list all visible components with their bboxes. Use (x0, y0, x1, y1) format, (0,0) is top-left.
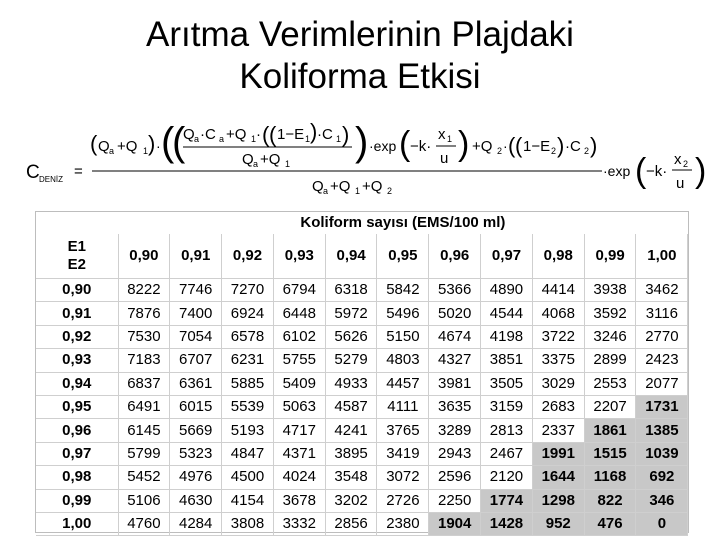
svg-text:+Q: +Q (362, 178, 383, 195)
table-cell: 1774 (481, 489, 533, 512)
svg-text:Q: Q (242, 151, 254, 168)
table-cell: 5669 (170, 419, 222, 442)
table-cell: 5063 (273, 395, 325, 418)
table-cell: 1298 (532, 489, 584, 512)
row-header: 0,92 (36, 325, 118, 348)
table-cell: 3722 (532, 325, 584, 348)
table-cell: 3419 (377, 442, 429, 465)
svg-text:1: 1 (251, 134, 257, 144)
table-cell: 2380 (377, 512, 429, 535)
table-cell: 0 (636, 512, 688, 535)
table-cell: 3981 (429, 372, 481, 395)
table-cell: 6837 (118, 372, 170, 395)
svg-text:(: ( (508, 133, 516, 158)
table-cell: 4111 (377, 395, 429, 418)
table-cell: 7054 (170, 325, 222, 348)
table-cell: 5409 (273, 372, 325, 395)
table-cell: 2337 (532, 419, 584, 442)
table-cell: 346 (636, 489, 688, 512)
svg-text:Q: Q (312, 178, 324, 195)
svg-text:1−E: 1−E (277, 126, 305, 143)
table-cell: 6448 (273, 302, 325, 325)
table-cell: 2683 (532, 395, 584, 418)
table-cell: 3851 (481, 349, 533, 372)
svg-text:2: 2 (584, 146, 590, 156)
svg-text:): ) (148, 131, 156, 156)
table-cell: 2207 (584, 395, 636, 418)
table-cell: 2467 (481, 442, 533, 465)
table-cell: 3765 (377, 419, 429, 442)
row-header: 0,93 (36, 349, 118, 372)
table-cell: 5755 (273, 349, 325, 372)
svg-text:2: 2 (497, 146, 503, 156)
svg-text:−k·: −k· (646, 163, 668, 180)
slide-title (0, 14, 720, 98)
table-row (36, 395, 688, 418)
table-cell: 5452 (118, 466, 170, 489)
svg-text:·C: ·C (200, 126, 216, 143)
table-cell: 5366 (429, 279, 481, 302)
table-cell: 4674 (429, 325, 481, 348)
column-header: 0,92 (222, 234, 274, 279)
table-cell: 4457 (377, 372, 429, 395)
svg-text:x: x (674, 151, 682, 168)
table-cell: 5323 (170, 442, 222, 465)
svg-text:1: 1 (355, 186, 361, 196)
column-header: 0,94 (325, 234, 377, 279)
table-cell: 5150 (377, 325, 429, 348)
table-cell: 6794 (273, 279, 325, 302)
svg-text:·: · (503, 138, 508, 154)
table-cell: 6361 (170, 372, 222, 395)
row-header: 0,99 (36, 489, 118, 512)
row-header: 0,91 (36, 302, 118, 325)
svg-text:·: · (256, 126, 261, 143)
title-line-2: Koliforma Etkisi (239, 57, 481, 96)
table-cell: 5799 (118, 442, 170, 465)
table-row (36, 442, 688, 465)
table-row (36, 512, 688, 535)
table-cell: 7183 (118, 349, 170, 372)
table-cell: 1039 (636, 442, 688, 465)
table-cell: 4976 (170, 466, 222, 489)
table-cell: 6924 (222, 302, 274, 325)
table-cell: 4544 (481, 302, 533, 325)
table-cell: 5626 (325, 325, 377, 348)
svg-text:a: a (253, 159, 259, 169)
table-cell: 5972 (325, 302, 377, 325)
svg-text:): ) (590, 133, 598, 158)
table-cell: 476 (584, 512, 636, 535)
table-cell: 3462 (636, 279, 688, 302)
svg-text:·C: ·C (317, 126, 333, 143)
table-cell: 5496 (377, 302, 429, 325)
svg-text:a: a (109, 146, 115, 156)
table-row (36, 372, 688, 395)
table-cell: 5279 (325, 349, 377, 372)
column-header: 0,96 (429, 234, 481, 279)
table-cell: 4024 (273, 466, 325, 489)
title-line-1: Arıtma Verimlerinin Plajdaki (146, 15, 574, 54)
table-cell: 2423 (636, 349, 688, 372)
column-header: 0,99 (584, 234, 636, 279)
table-cell: 2250 (429, 489, 481, 512)
table-cell: 6231 (222, 349, 274, 372)
table-cell: 3159 (481, 395, 533, 418)
table-cell: 2770 (636, 325, 688, 348)
column-header-row (36, 234, 688, 279)
column-header: 0,98 (532, 234, 584, 279)
table-cell: 2899 (584, 349, 636, 372)
table-cell: 5842 (377, 279, 429, 302)
row-header: 0,97 (36, 442, 118, 465)
table-cell: 2943 (429, 442, 481, 465)
table-cell: 3289 (429, 419, 481, 442)
table-row (36, 325, 688, 348)
table-caption: Koliform sayısı (EMS/100 ml) (300, 214, 506, 231)
table-row (36, 302, 688, 325)
svg-text:+Q: +Q (330, 178, 351, 195)
table-cell: 3072 (377, 466, 429, 489)
svg-text:a: a (323, 186, 329, 196)
table-row (36, 466, 688, 489)
table-cell: 6707 (170, 349, 222, 372)
svg-text:2: 2 (387, 186, 393, 196)
coliform-table-panel (36, 212, 688, 532)
svg-text:−k·: −k· (410, 138, 432, 155)
svg-text:1: 1 (447, 134, 453, 144)
table-cell: 4717 (273, 419, 325, 442)
svg-text:Q: Q (183, 126, 195, 143)
svg-text:(: ( (635, 152, 647, 190)
cdeniz-formula (22, 120, 712, 206)
table-cell: 2596 (429, 466, 481, 489)
table-cell: 7876 (118, 302, 170, 325)
table-cell: 3938 (584, 279, 636, 302)
svg-text:(: ( (269, 122, 277, 147)
svg-text:): ) (310, 120, 318, 144)
table-cell: 2120 (481, 466, 533, 489)
table-cell: 3678 (273, 489, 325, 512)
svg-text:(: ( (399, 125, 411, 163)
table-cell: 7270 (222, 279, 274, 302)
e2-label: E2 (67, 256, 86, 273)
svg-text:): ) (342, 122, 350, 147)
formula-lhs-sub: DENİZ (39, 175, 63, 184)
svg-text:(: ( (90, 131, 98, 156)
table-cell: 7400 (170, 302, 222, 325)
row-header: 0,95 (36, 395, 118, 418)
table-cell: 3246 (584, 325, 636, 348)
table-cell: 692 (636, 466, 688, 489)
table-cell: 4500 (222, 466, 274, 489)
table-row (36, 489, 688, 512)
table-cell: 8222 (118, 279, 170, 302)
table-cell: 3375 (532, 349, 584, 372)
row-header: 1,00 (36, 512, 118, 535)
formula-lhs: C (26, 162, 40, 183)
table-cell: 3505 (481, 372, 533, 395)
table-cell: 6578 (222, 325, 274, 348)
svg-text:Q: Q (98, 138, 110, 155)
column-header: 0,90 (118, 234, 170, 279)
table-cell: 2077 (636, 372, 688, 395)
table-cell: 822 (584, 489, 636, 512)
column-header: 1,00 (636, 234, 688, 279)
svg-text:(: ( (262, 122, 270, 147)
e1-label: E1 (67, 238, 86, 255)
svg-text:): ) (458, 125, 470, 163)
table-cell: 3635 (429, 395, 481, 418)
table-cell: 2553 (584, 372, 636, 395)
svg-text:1: 1 (305, 134, 311, 144)
svg-text:x: x (438, 126, 446, 143)
table-cell: 2813 (481, 419, 533, 442)
table-cell: 3202 (325, 489, 377, 512)
svg-text:2: 2 (683, 159, 689, 169)
table-cell: 4847 (222, 442, 274, 465)
axis-labels (36, 234, 118, 279)
svg-text:1: 1 (336, 134, 342, 144)
row-header: 0,98 (36, 466, 118, 489)
svg-text:(: ( (161, 120, 175, 164)
table-cell: 1515 (584, 442, 636, 465)
table-cell: 4587 (325, 395, 377, 418)
table-cell: 4198 (481, 325, 533, 348)
table-cell: 1861 (584, 419, 636, 442)
svg-text:u: u (676, 175, 685, 192)
table-cell: 1385 (636, 419, 688, 442)
svg-text:): ) (355, 120, 369, 164)
column-header: 0,91 (170, 234, 222, 279)
table-cell: 4803 (377, 349, 429, 372)
table-cell: 1168 (584, 466, 636, 489)
table-cell: 4241 (325, 419, 377, 442)
svg-text:·: · (156, 138, 161, 154)
table-cell: 3332 (273, 512, 325, 535)
table-cell: 4933 (325, 372, 377, 395)
svg-text:a: a (219, 134, 225, 144)
table-cell: 5193 (222, 419, 274, 442)
svg-text:+Q: +Q (117, 138, 138, 155)
table-row (36, 419, 688, 442)
table-cell: 4630 (170, 489, 222, 512)
svg-text:+Q: +Q (472, 138, 493, 155)
table-cell: 4760 (118, 512, 170, 535)
coliform-table (36, 212, 688, 536)
table-cell: 6491 (118, 395, 170, 418)
table-cell: 3116 (636, 302, 688, 325)
table-cell: 1644 (532, 466, 584, 489)
svg-text:1: 1 (143, 146, 149, 156)
row-header: 0,96 (36, 419, 118, 442)
row-header: 0,94 (36, 372, 118, 395)
table-cell: 5106 (118, 489, 170, 512)
svg-text:+Q: +Q (226, 126, 247, 143)
table-cell: 4068 (532, 302, 584, 325)
svg-text:·exp: ·exp (369, 138, 397, 154)
table-cell: 3029 (532, 372, 584, 395)
numerator (90, 120, 597, 169)
table-cell: 3895 (325, 442, 377, 465)
table-cell: 6145 (118, 419, 170, 442)
svg-text:): ) (695, 152, 707, 190)
svg-text:2: 2 (551, 146, 557, 156)
svg-text:a: a (194, 134, 200, 144)
table-row (36, 349, 688, 372)
svg-text:(: ( (515, 133, 523, 158)
table-cell: 6102 (273, 325, 325, 348)
table-cell: 2856 (325, 512, 377, 535)
column-header: 0,97 (481, 234, 533, 279)
table-cell: 2726 (377, 489, 429, 512)
table-cell: 1731 (636, 395, 688, 418)
svg-text:·exp: ·exp (603, 163, 631, 179)
table-cell: 4154 (222, 489, 274, 512)
table-cell: 3548 (325, 466, 377, 489)
table-cell: 4327 (429, 349, 481, 372)
formula-equals: = (74, 163, 83, 180)
svg-text:+Q: +Q (260, 151, 281, 168)
table-cell: 3592 (584, 302, 636, 325)
table-cell: 3808 (222, 512, 274, 535)
table-cell: 7530 (118, 325, 170, 348)
table-cell: 4414 (532, 279, 584, 302)
row-header: 0,90 (36, 279, 118, 302)
svg-text:(: ( (172, 120, 186, 164)
table-cell: 4371 (273, 442, 325, 465)
svg-text:·C: ·C (565, 138, 581, 155)
table-cell: 6318 (325, 279, 377, 302)
table-cell: 6015 (170, 395, 222, 418)
formula-graphic (22, 120, 712, 206)
table-cell: 4284 (170, 512, 222, 535)
svg-text:1: 1 (285, 159, 291, 169)
table-cell: 952 (532, 512, 584, 535)
table-cell: 5539 (222, 395, 274, 418)
svg-text:1−E: 1−E (523, 138, 551, 155)
table-cell: 7746 (170, 279, 222, 302)
trailing-exp (603, 151, 706, 192)
svg-text:): ) (557, 133, 565, 158)
table-row (36, 279, 688, 302)
table-cell: 5020 (429, 302, 481, 325)
table-cell: 1904 (429, 512, 481, 535)
table-cell: 5885 (222, 372, 274, 395)
denominator (312, 178, 392, 196)
table-cell: 4890 (481, 279, 533, 302)
column-header: 0,93 (273, 234, 325, 279)
table-cell: 1428 (481, 512, 533, 535)
table-cell: 1991 (532, 442, 584, 465)
column-header: 0,95 (377, 234, 429, 279)
svg-text:u: u (440, 150, 449, 167)
